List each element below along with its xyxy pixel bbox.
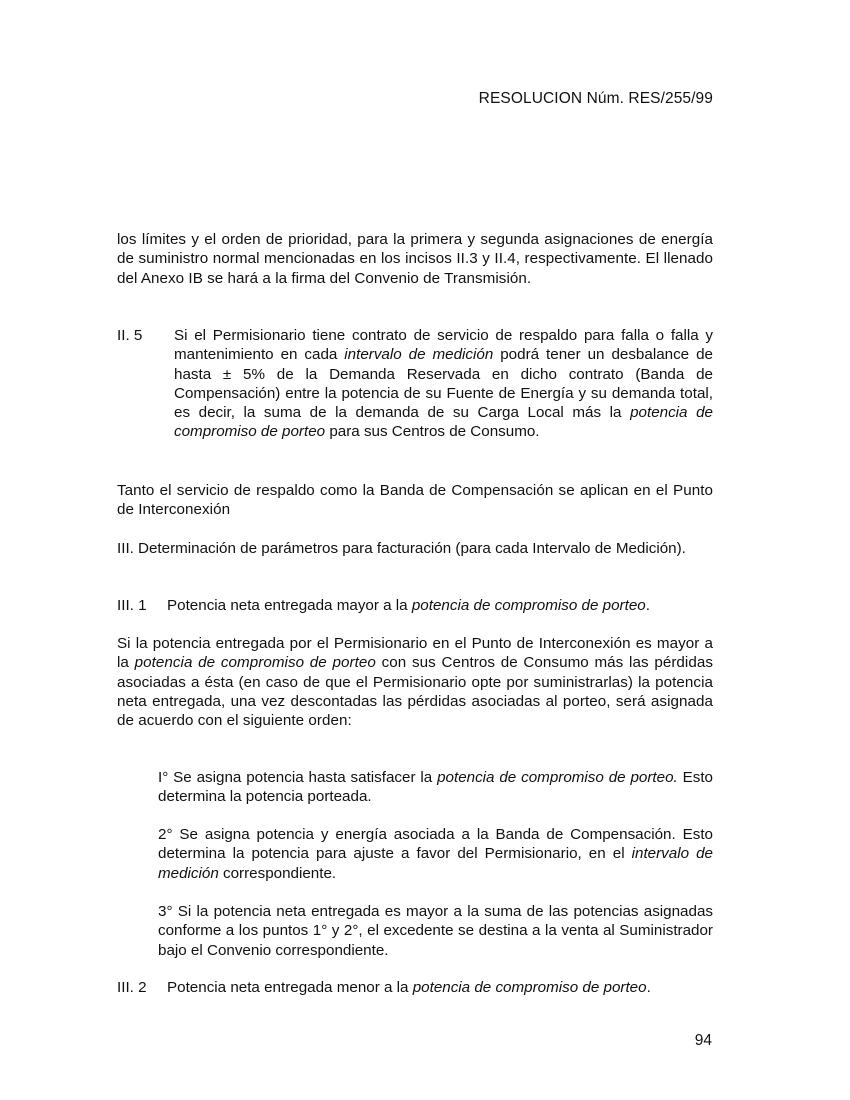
resolution-header: RESOLUCION Núm. RES/255/99 [478, 90, 713, 107]
section-iii1 [117, 596, 713, 615]
section-number: III. 1 [117, 597, 147, 614]
tanto-paragraph: Tanto el servicio de respaldo como la Banda de Compensación se aplican en el Punto de Interconexión [117, 482, 713, 519]
section-ii5-text [174, 326, 713, 442]
point-1 [158, 768, 713, 807]
text-run: Si el Permisionario tiene contrato de servicio de respaldo para falla o falla y mantenimiento en cada [174, 327, 713, 364]
point-2 [158, 825, 713, 883]
section-number: II. 5 [117, 327, 143, 344]
text-run: Esto determina la potencia porteada. [158, 769, 714, 806]
italic-term: intervalo de medición [158, 845, 714, 882]
text-run: Si la potencia entregada por el Permisionario en el Punto de Interconexión es mayor a la [117, 635, 713, 672]
text-run: 2° Se asigna potencia y energía asociada a la Banda de Compensación. Esto determina la potencia para ajuste a favor del Permisionario, en el [158, 826, 713, 863]
text-run: correspondiente. [218, 864, 337, 882]
italic-term: potencia de compromiso de porteo. [437, 769, 678, 786]
text-run: . [645, 597, 650, 614]
section-iii [117, 539, 713, 558]
intro-paragraph: los límites y el orden de prioridad, para la primera y segunda asignaciones de energía de suministro normal mencionadas en los incisos II.3 y II.4, respectivamente. El llenado del Anexo IB se hará a la firma del Convenio de Transmisión. [117, 231, 713, 287]
section-ii5 [117, 326, 713, 442]
text-run: . [646, 979, 651, 996]
italic-term: potencia de compromiso de porteo [134, 654, 376, 672]
italic-term: potencia de compromiso de porteo [174, 404, 713, 441]
text-run: para sus Centros de Consumo. [325, 423, 540, 441]
italic-term: potencia de compromiso de porteo [412, 979, 647, 996]
page-number: 94 [694, 1032, 712, 1049]
section-number: III. 2 [117, 979, 147, 996]
section-iii2 [117, 978, 713, 997]
text-run: podrá tener un desbalance de hasta ± 5% de la Demanda Reservada en dicho contrato (Banda de Compensación) entre la potencia de su Fuente de Energía y su demanda total, es decir, la suma de la demanda de su Carga Local más la [174, 346, 713, 422]
text-run: Potencia neta entregada mayor a la [167, 597, 412, 614]
italic-term: intervalo de medición [344, 346, 494, 364]
text-run: con sus Centros de Consumo más las pérdidas asociadas a ésta (en caso de que el Permisionario opte por suministrarlas) la potencia neta entregada, una vez descontadas las pérdidas asociadas al porteo, será asignada de acuerdo con el siguiente orden: [117, 654, 713, 730]
section-iii-text: Determinación de parámetros para facturación (para cada Intervalo de Medición). [138, 540, 686, 557]
text-run: Potencia neta entregada menor a la [167, 979, 413, 996]
section-number: III. [117, 540, 134, 557]
si-la-paragraph [117, 634, 713, 730]
italic-term: potencia de compromiso de porteo [411, 597, 646, 614]
point-3: 3° Si la potencia neta entregada es mayor a la suma de las potencias asignadas conforme a los puntos 1° y 2°, el excedente se destina a la venta al Suministrador bajo el Convenio correspondiente. [158, 903, 713, 959]
text-run: I° Se asigna potencia hasta satisfacer la [158, 769, 438, 786]
